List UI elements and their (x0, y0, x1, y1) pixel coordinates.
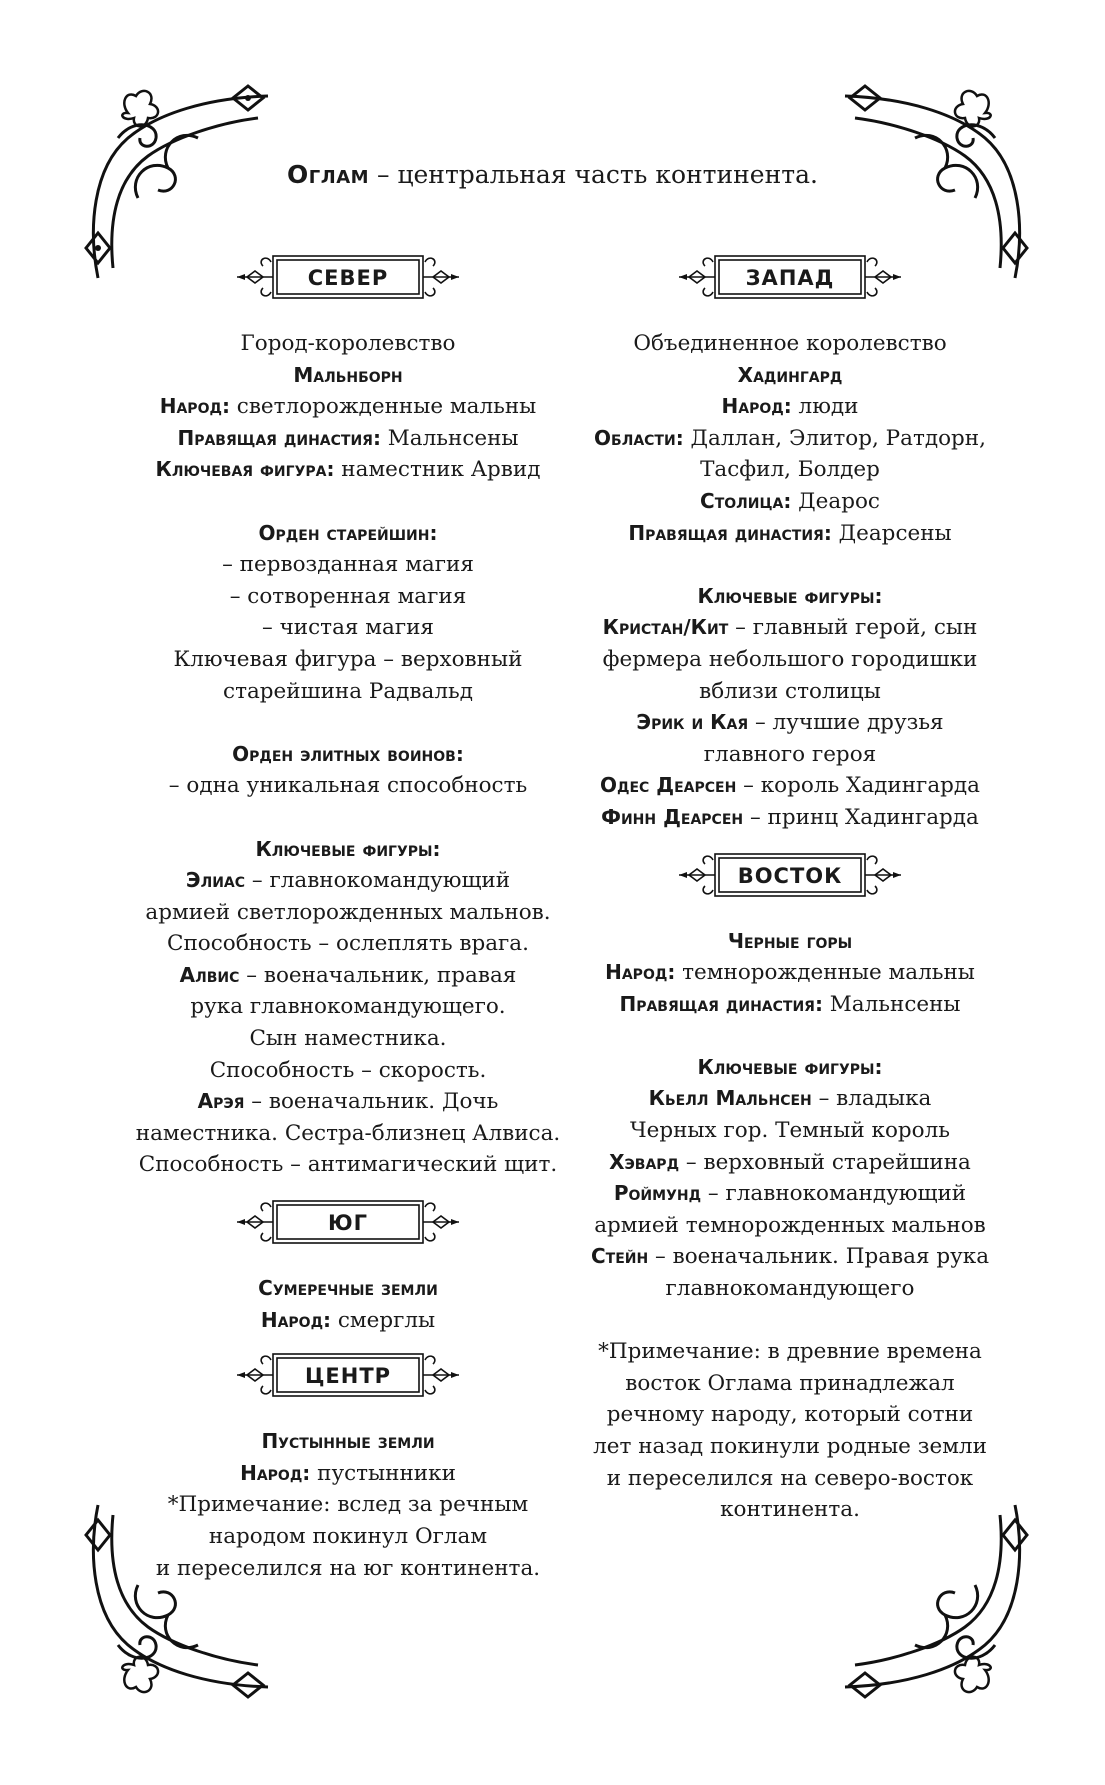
line-key: Одес Деарсен (600, 773, 737, 798)
north-line (128, 423, 568, 455)
line-key: Области: (594, 425, 684, 450)
banner-west (675, 250, 905, 304)
section-north (128, 250, 568, 1181)
west-line (570, 581, 1010, 613)
heading-north: СЕВЕР (307, 266, 389, 290)
line-value: Даллан, Элитор, Ратдорн, (683, 425, 986, 451)
north-line (128, 865, 568, 897)
north-line (128, 581, 568, 613)
east-line (570, 1273, 1010, 1305)
line-key: Орден элитных воинов: (232, 741, 464, 766)
line-value: Сын наместника. (249, 1026, 447, 1052)
east-line (570, 1494, 1010, 1526)
east-line (570, 1399, 1010, 1431)
line-value: вблизи столицы (699, 678, 881, 704)
center-line (128, 1426, 568, 1458)
east-line (570, 1147, 1010, 1179)
center-line (128, 1458, 568, 1490)
line-key: Кристан/Кит (602, 615, 729, 640)
east-line (570, 1241, 1010, 1273)
line-key: Сумеречные земли (258, 1276, 438, 1301)
line-key: Арэя (197, 1089, 245, 1114)
east-line (570, 1431, 1010, 1463)
line-value: – чистая магия (262, 615, 434, 641)
east-line (570, 926, 1010, 958)
east-line (570, 1083, 1010, 1115)
west-line (570, 612, 1010, 644)
line-key: Черные горы (727, 928, 853, 953)
line-value: армией светлорожденных мальнов. (145, 899, 551, 925)
line-value: – король Хадингарда (736, 773, 980, 799)
line-value: Мальнсены (380, 425, 519, 451)
north-line (128, 549, 568, 581)
line-key: Хэвард (609, 1149, 680, 1174)
line-key: Кьелл Мальнсен (648, 1086, 812, 1111)
blank-line (128, 707, 568, 739)
line-key: Правящая династия: (177, 425, 381, 450)
line-key: Ключевые фигуры: (697, 1054, 883, 1079)
section-east (570, 848, 1010, 1526)
west-line (570, 770, 1010, 802)
banner-center (233, 1348, 463, 1402)
line-value: и переселился на северо-восток (606, 1465, 974, 1491)
west-line (570, 454, 1010, 486)
north-line (128, 834, 568, 866)
north-line (128, 1118, 568, 1150)
line-value: наместника. Сестра-близнец Алвиса. (135, 1120, 561, 1146)
line-key: Ключевые фигуры: (697, 583, 883, 608)
line-value: главнокомандующего (665, 1276, 915, 1302)
title-rest: – центральная часть континента. (369, 160, 818, 189)
line-value: и переселился на юг континента. (155, 1555, 541, 1581)
banner-north (233, 250, 463, 304)
line-value: континента. (720, 1497, 860, 1523)
line-value: – главный герой, сын (728, 615, 978, 641)
line-key: Мальнборн (293, 362, 403, 387)
west-line (570, 676, 1010, 708)
west-line (570, 644, 1010, 676)
line-key: Правящая династия: (619, 991, 823, 1016)
north-line (128, 454, 568, 486)
west-line (570, 391, 1010, 423)
west-line (570, 739, 1010, 771)
north-line (128, 960, 568, 992)
blank-line (570, 1305, 1010, 1337)
west-line (570, 360, 1010, 392)
corner-ornament-icon (825, 1495, 1035, 1705)
blank-line (128, 802, 568, 834)
line-key: Роймунд (613, 1181, 702, 1206)
east-line (570, 1368, 1010, 1400)
line-key: Народ: (240, 1460, 311, 1485)
blank-line (570, 549, 1010, 581)
blank-line (128, 486, 568, 518)
heading-center: ЦЕНТР (304, 1364, 392, 1389)
line-key: Эрик и Кая (636, 710, 749, 735)
line-value: армией темнорожденных мальнов (594, 1212, 986, 1238)
west-line (570, 802, 1010, 834)
center-line (128, 1521, 568, 1553)
line-key: Правящая династия: (628, 520, 832, 545)
line-value: – лучшие друзья (748, 710, 944, 736)
line-value: темнорожденные мальны (675, 960, 975, 986)
line-value: Способность – антимагический щит. (138, 1152, 558, 1178)
line-key: Народ: (159, 394, 230, 419)
line-value: смерглы (331, 1307, 436, 1333)
line-value: лет назад покинули родные земли (593, 1434, 987, 1459)
line-value: фермера небольшого городишки (602, 646, 978, 672)
center-line (128, 1489, 568, 1521)
line-value: Тасфил, Болдер (700, 457, 880, 483)
line-value: Способность – скорость. (209, 1057, 487, 1083)
line-value: – владыка (811, 1086, 932, 1112)
line-value: Деарос (791, 488, 880, 514)
west-line (570, 518, 1010, 550)
line-key: Ключевые фигуры: (255, 836, 441, 861)
heading-west: ЗАПАД (745, 266, 835, 290)
east-line (570, 1115, 1010, 1147)
line-value: – одна уникальная способность (168, 773, 528, 799)
south-line (128, 1273, 568, 1305)
west-line (570, 486, 1010, 518)
line-value: Мальнсены (822, 991, 961, 1017)
east-line (570, 957, 1010, 989)
line-value: старейшина Радвальд (223, 678, 473, 704)
east-line (570, 989, 1010, 1021)
line-key: Орден старейшин: (258, 520, 438, 545)
line-value: – военачальник. Дочь (244, 1089, 499, 1115)
north-line (128, 644, 568, 676)
banner-south (233, 1195, 463, 1249)
line-value: речному народу, который сотни (606, 1402, 974, 1428)
line-value: – принц Хадингарда (743, 804, 979, 830)
south-line (128, 1305, 568, 1337)
line-value: Деарсены (831, 520, 952, 546)
east-line (570, 1052, 1010, 1084)
north-line (128, 328, 568, 360)
east-line (570, 1210, 1010, 1242)
west-line (570, 328, 1010, 360)
line-value: Ключевая фигура – верховный (173, 646, 523, 672)
line-value: Способность – ослеплять врага. (167, 931, 529, 957)
east-line (570, 1178, 1010, 1210)
line-value: – главнокомандующий (701, 1181, 967, 1207)
line-value: *Примечание: в древние времена (598, 1339, 982, 1365)
line-value: – верховный старейшина (679, 1149, 971, 1175)
east-line (570, 1336, 1010, 1368)
line-value: народом покинул Оглам (208, 1524, 488, 1549)
line-value: Объединенное королевство (633, 331, 947, 356)
line-value: восток Оглама принадлежал (625, 1370, 955, 1396)
left-column (128, 250, 568, 1584)
center-line (128, 1553, 568, 1585)
blank-line (570, 1020, 1010, 1052)
line-key: Столица: (700, 488, 792, 513)
north-line (128, 1086, 568, 1118)
line-key: Народ: (260, 1307, 332, 1332)
line-value: пустынники (310, 1460, 456, 1486)
line-value: – сотворенная магия (229, 583, 467, 609)
line-value: – первозданная магия (222, 552, 474, 578)
north-line (128, 1023, 568, 1055)
line-key: Народ: (605, 960, 676, 985)
north-line (128, 770, 568, 802)
line-value: люди (791, 394, 859, 420)
line-key: Элиас (185, 868, 246, 893)
north-line (128, 676, 568, 708)
section-center (128, 1348, 568, 1584)
line-value: – военачальник, правая (239, 962, 517, 988)
east-line (570, 1463, 1010, 1495)
title-name: Оглам (287, 160, 370, 189)
section-west (570, 250, 1010, 834)
north-line (128, 928, 568, 960)
north-line (128, 897, 568, 929)
page-title (0, 160, 1105, 189)
line-key: Народ: (721, 394, 792, 419)
line-value: Черных гор. Темный король (630, 1118, 950, 1144)
right-column (570, 250, 1010, 1526)
north-line (128, 1149, 568, 1181)
north-line (128, 739, 568, 771)
line-value: Город-королевство (240, 331, 456, 356)
line-value: – военачальник. Правая рука (648, 1244, 990, 1270)
line-key: Финн Деарсен (601, 804, 744, 829)
line-key: Пустынные земли (261, 1429, 435, 1454)
line-key: Алвис (179, 962, 240, 987)
line-value: главного героя (703, 741, 877, 767)
line-value: наместник Арвид (334, 457, 541, 483)
heading-south: ЮГ (327, 1211, 369, 1236)
line-key: Ключевая фигура: (155, 457, 335, 482)
line-key: Хадингард (737, 362, 843, 387)
north-line (128, 991, 568, 1023)
north-line (128, 518, 568, 550)
north-line (128, 360, 568, 392)
west-line (570, 707, 1010, 739)
north-line (128, 612, 568, 644)
banner-east (675, 848, 905, 902)
line-key: Стейн (590, 1244, 649, 1269)
west-line (570, 423, 1010, 455)
line-value: рука главнокомандующего. (190, 994, 506, 1020)
north-line (128, 391, 568, 423)
line-value: светлорожденные мальны (229, 394, 537, 420)
heading-east: ВОСТОК (737, 863, 843, 888)
section-south (128, 1195, 568, 1336)
line-value: – главнокомандующий (245, 868, 511, 894)
line-value: *Примечание: вслед за речным (167, 1492, 529, 1518)
north-line (128, 1055, 568, 1087)
